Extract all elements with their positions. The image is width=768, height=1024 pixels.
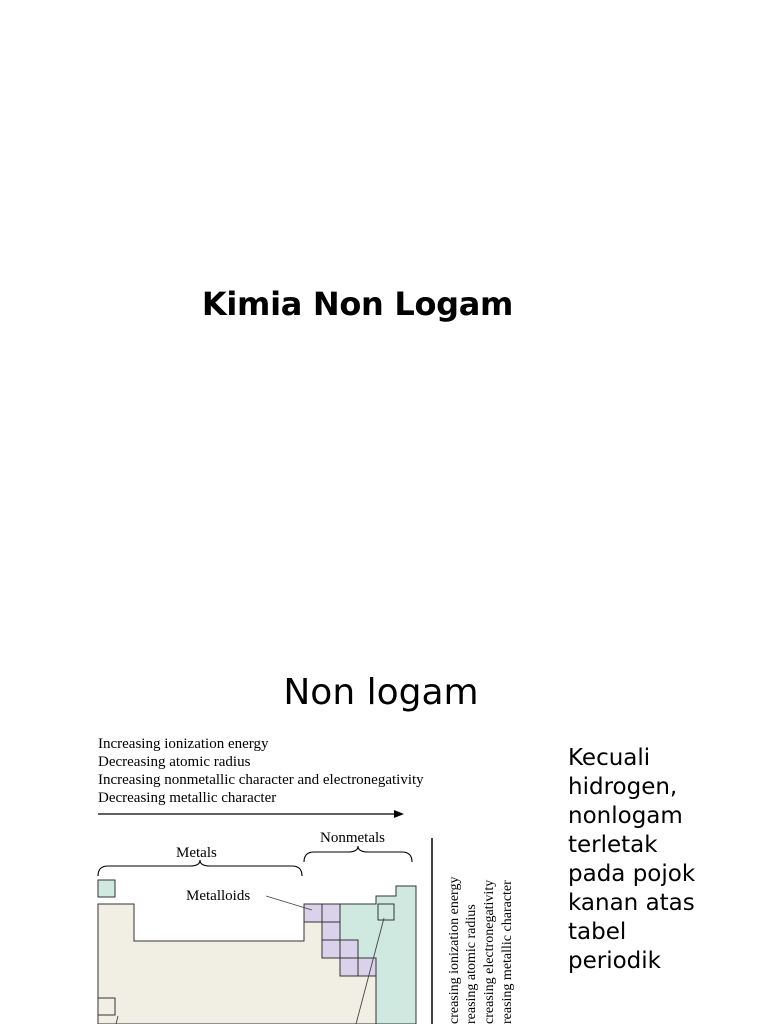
metals-label: Metals bbox=[176, 845, 217, 861]
note-line: Kecuali bbox=[568, 745, 651, 771]
slide-2-title: Non logam bbox=[283, 672, 479, 713]
note-line: kanan atas bbox=[568, 890, 695, 916]
vertical-trend-1: creasing ionization energy bbox=[447, 876, 462, 1024]
trend-line-1: Increasing ionization energy bbox=[98, 736, 269, 752]
trend-line-3: Increasing nonmetallic character and electronegativity bbox=[98, 772, 424, 788]
trend-line-2: Decreasing atomic radius bbox=[98, 754, 251, 770]
note-line: periodik bbox=[568, 948, 661, 974]
trend-line-4: Decreasing metallic character bbox=[98, 790, 277, 806]
vertical-trend-2: reasing atomic radius bbox=[464, 904, 479, 1024]
note-line: nonlogam bbox=[568, 803, 683, 829]
vertical-trend-3: creasing electronegativity bbox=[482, 879, 497, 1024]
nonmetals-label: Nonmetals bbox=[320, 830, 385, 846]
periodic-trends-figure bbox=[94, 728, 524, 1024]
note-line: pada pojok bbox=[568, 861, 696, 887]
hydrogen-cell bbox=[98, 880, 115, 897]
slide-2 bbox=[0, 640, 768, 1024]
vertical-trend-4: reasing metallic character bbox=[500, 880, 515, 1024]
metalloids-pointer bbox=[266, 896, 312, 910]
horizontal-trend-arrow bbox=[98, 810, 404, 818]
note-line: hidrogen, bbox=[568, 774, 678, 800]
metals-brace bbox=[98, 860, 302, 876]
note-line: terletak bbox=[568, 832, 658, 858]
metalloids-label: Metalloids bbox=[186, 888, 251, 904]
note-line: tabel bbox=[568, 919, 627, 945]
periodic-table-diagram bbox=[94, 728, 524, 1024]
side-note bbox=[568, 744, 758, 976]
nonmetals-brace bbox=[304, 846, 412, 862]
slide-1-title: Kimia Non Logam bbox=[201, 285, 514, 323]
